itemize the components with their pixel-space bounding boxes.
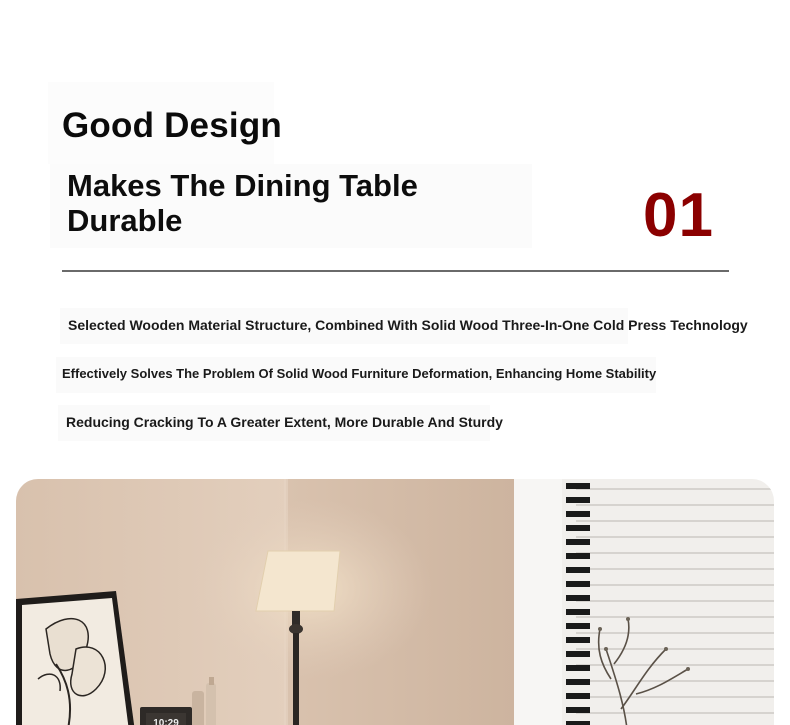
description-line-2: Effectively Solves The Problem Of Solid Wood Furniture Deformation, Enhancing Home Stability	[62, 366, 657, 381]
product-room-photo	[16, 479, 774, 725]
desk-clock	[140, 707, 192, 725]
section-subtitle: Makes The Dining Table Durable	[67, 168, 418, 238]
section-number: 01	[643, 181, 714, 250]
framed-art	[16, 591, 136, 725]
description-line-1: Selected Wooden Material Structure, Combined With Solid Wood Three-In-One Cold Press Technology	[68, 317, 748, 333]
divider-line	[62, 270, 729, 272]
description-line-3: Reducing Cracking To A Greater Extent, More Durable And Sturdy	[66, 414, 503, 430]
clock-text: 10:29	[153, 718, 179, 725]
section-title: Good Design	[62, 106, 282, 145]
room-scene-illustration	[16, 479, 774, 725]
